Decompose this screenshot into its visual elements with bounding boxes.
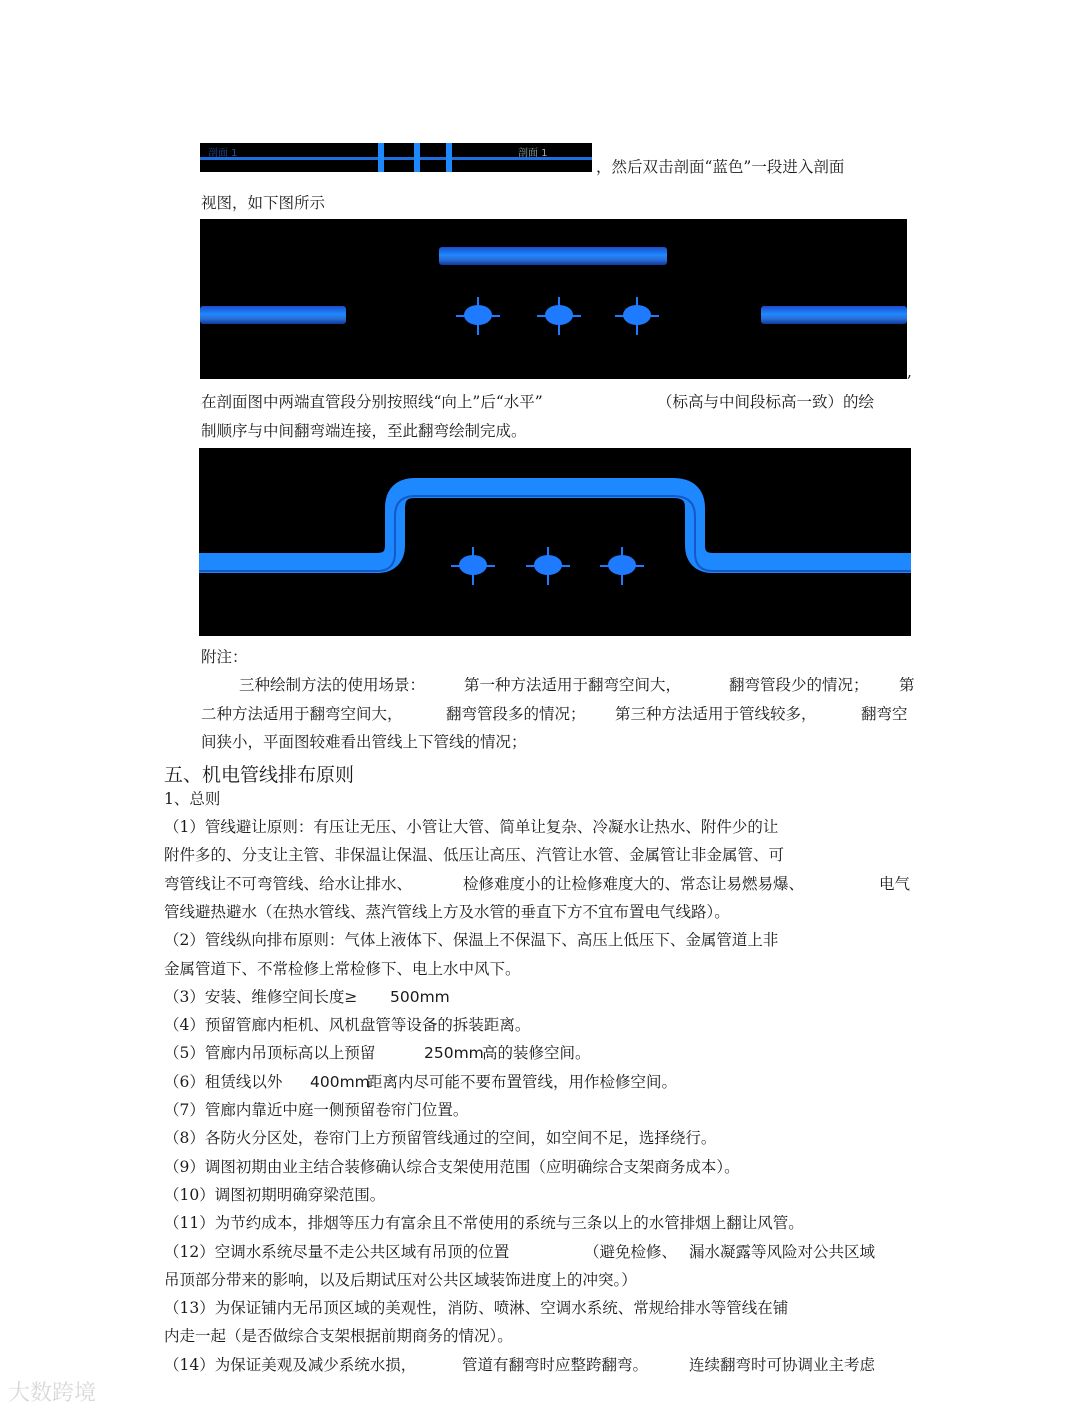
bent-pipe	[199, 448, 911, 636]
rule-line: （14）为保证美观及减少系统水损，	[164, 1356, 417, 1374]
pipe-right-segment	[761, 306, 907, 324]
rule-value: 250mm	[424, 1044, 484, 1062]
rule-line: （9）调图初期由业主结合装修确认综合支架使用范围（应明确综合支架商务成本）。	[164, 1158, 740, 1176]
rule-line: 吊顶部分带来的影响，以及后期试压对公共区域装饰进度上的冲突。）	[164, 1271, 637, 1289]
rule-line: 电气	[879, 875, 911, 893]
note-line-2b: 翻弯管段多的情况；	[446, 705, 586, 723]
rule-line: 弯管线让不可弯管线、给水让排水、	[164, 875, 413, 893]
pipe-top-segment	[439, 247, 667, 265]
watermark-logo: 大数跨境	[8, 1381, 97, 1406]
marker-cross	[472, 547, 474, 585]
marker-cross	[636, 297, 638, 335]
rule-line: （3）安装、维修空间长度≥	[164, 988, 358, 1006]
rule-line: （6）租赁线以外	[164, 1073, 283, 1091]
rule-value: 500mm	[390, 988, 450, 1006]
strip-bar	[378, 143, 384, 172]
steps-line-1a: 在剖面图中两端直管段分别按照线“向上”后“水平”	[201, 393, 543, 411]
rule-line: 金属管道下、不常检修上常检修下、电上水中风下。	[164, 960, 521, 978]
section-toolbar-strip	[200, 143, 592, 172]
section-view-bend	[199, 448, 911, 636]
note-line-1c: 翻弯管段少的情况；	[729, 676, 869, 694]
rule-value: 400mm	[310, 1073, 370, 1091]
note-line-2c: 第三种方法适用于管线较多，	[615, 705, 817, 723]
strip-bar	[446, 143, 452, 172]
rule-line: 管道有翻弯时应整跨翻弯。	[462, 1356, 649, 1374]
intro-line-2: 视图，如下图所示	[201, 194, 326, 212]
note-line-3: 间狭小，平面图较难看出管线上下管线的情况；	[201, 733, 527, 751]
rule-line: 连续翻弯时可协调业主考虑	[689, 1356, 876, 1374]
rule-line: 管线避热避水（在热水管线、蒸汽管线上方及水管的垂直下方不宜布置电气线路）。	[164, 903, 730, 921]
mid-comma: ,	[907, 363, 912, 381]
marker-cross	[477, 297, 479, 335]
note-line-1a: 三种绘制方法的使用场景：	[239, 676, 426, 694]
rule-line: （13）为保证铺内无吊顶区域的美观性，消防、喷淋、空调水系统、常规给排水等管线在铺	[164, 1299, 789, 1317]
rule-line: 附件多的、分支让主管、非保温让保温、低压让高压、汽管让水管、金属管让非金属管、可	[164, 846, 785, 864]
steps-line-2: 制顺序与中间翻弯端连接，至此翻弯绘制完成。	[201, 422, 527, 440]
pipe-left-segment	[200, 306, 346, 324]
note-title: 附注：	[201, 648, 248, 666]
rule-line: （10）调图初期明确穿梁范围。	[164, 1186, 386, 1204]
rule-line: 检修难度小的让检修难度大的、常态让易燃易爆、	[463, 875, 805, 893]
note-line-1d: 第	[899, 676, 915, 694]
section-heading: 五、机电管线排布原则	[164, 764, 355, 786]
marker-cross	[547, 547, 549, 585]
rule-line: 漏水凝露等风险对公共区域	[689, 1243, 876, 1261]
note-line-2d: 翻弯空	[861, 705, 908, 723]
section-view-straight	[200, 219, 907, 379]
section-sub: 1、总则	[164, 790, 221, 808]
marker-cross	[621, 547, 623, 585]
strip-left-label: 剖面 1	[208, 148, 238, 159]
marker-cross	[558, 297, 560, 335]
rule-line: （11）为节约成本，排烟等压力有富余且不常使用的系统与三条以上的水管排烟上翻让风管。	[164, 1214, 804, 1232]
rule-line: （7）管廊内靠近中庭一侧预留卷帘门位置。	[164, 1101, 469, 1119]
rule-line: 内走一起（是否做综合支架根据前期商务的情况）。	[164, 1327, 513, 1345]
intro-line-1: ，然后双击剖面“蓝色”一段进入剖面	[596, 158, 845, 176]
note-line-1b: 第一种方法适用于翻弯空间大，	[464, 676, 682, 694]
note-line-2a: 二种方法适用于翻弯空间大，	[201, 705, 403, 723]
steps-line-1b: （标高与中间段标高一致）的绘	[657, 393, 875, 411]
rule-line: （避免检修、	[584, 1243, 678, 1261]
rule-line: （4）预留管廊内柜机、风机盘管等设备的拆装距离。	[164, 1016, 531, 1034]
strip-right-label: 剖面 1	[518, 148, 548, 159]
rule-line: 距离内尽可能不要布置管线，用作检修空间。	[367, 1073, 678, 1091]
rule-line: （8）各防火分区处，卷帘门上方预留管线通过的空间，如空间不足，选择绕行。	[164, 1129, 717, 1147]
rule-line: （12）空调水系统尽量不走公共区域有吊顶的位置	[164, 1243, 510, 1261]
rule-line: （1）管线避让原则：有压让无压、小管让大管、简单让复杂、冷凝水让热水、附件少的让	[164, 818, 779, 836]
rule-line: 高的装修空间。	[482, 1044, 591, 1062]
rule-line: （5）管廊内吊顶标高以上预留	[164, 1044, 376, 1062]
rule-line: （2）管线纵向排布原则：气体上液体下、保温上不保温下、高压上低压下、金属管道上非	[164, 931, 779, 949]
strip-bar	[414, 143, 420, 172]
